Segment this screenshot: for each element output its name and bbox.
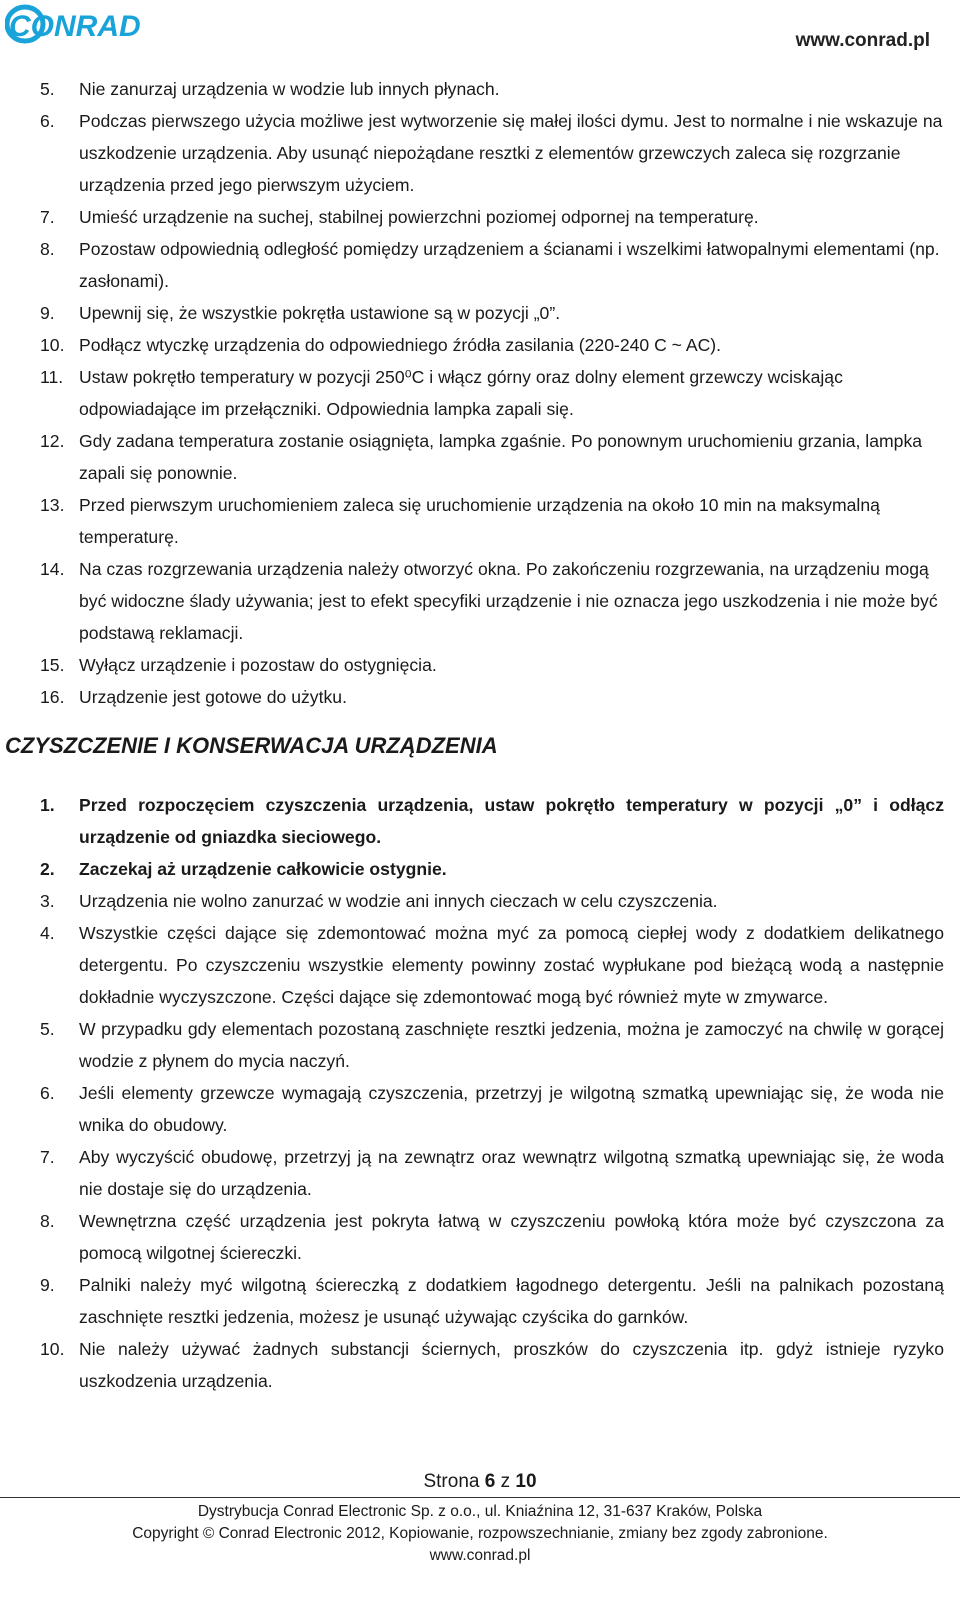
list-item-number: 4. [40,923,55,943]
footer-url: www.conrad.pl [429,1547,531,1564]
list-item-number: 6. [40,111,55,131]
list-item-number: 6. [40,1083,55,1103]
list-item-number: 13. [40,495,65,515]
list-item-number: 12. [40,431,65,451]
list-item-text: Gdy zadana temperatura zostanie osiągnięta, lampka zgaśnie. Po ponownym uruchomieniu grzania, lampka zapali się ponownie. [79,431,923,483]
list-item [0,853,960,885]
list-item-number: 15. [40,655,65,675]
cleaning-list [0,789,960,1397]
list-item [0,789,960,853]
list-item [0,73,960,105]
page-number: Strona 6 z 10 [423,1471,537,1492]
footer-copyright: Copyright © Conrad Electronic 2012, Kopiowanie, rozpowszechnianie, zmiany bez zgody zabronione. [132,1525,828,1542]
list-item [0,233,960,297]
list-item [0,885,960,917]
list-item-number: 14. [40,559,65,579]
list-item-text: Przed pierwszym uruchomieniem zaleca się uruchomienie urządzenia na około 10 min na maksymalną temperaturę. [79,495,880,547]
footer [0,1501,960,1567]
section-heading: CZYSZCZENIE I KONSERWACJA URZĄDZENIA [5,733,498,758]
list-item-text: Aby wyczyścić obudowę, przetrzyj ją na zewnątrz oraz wewnątrz wilgotną szmatką upewniając się, że woda nie dostaje się do urządzenia. [79,1147,944,1199]
list-item-text: Zaczekaj aż urządzenie całkowicie ostygnie. [79,859,447,879]
list-item [0,917,960,1013]
list-item-text: Ustaw pokrętło temperatury w pozycji 250⁰C i włącz górny oraz dolny element grzewczy wciskając odpowiadające im przełączniki. Odpowiednia lampka zapali się. [79,367,843,419]
list-item-text: Nie zanurzaj urządzenia w wodzie lub innych płynach. [79,79,500,99]
list-item-number: 9. [40,303,55,323]
instructions-list [0,73,960,713]
list-item-number: 11. [40,367,64,387]
list-item [0,1013,960,1077]
list-item [0,105,960,201]
list-item-number: 7. [40,207,55,227]
list-item-text: Umieść urządzenie na suchej, stabilnej powierzchni poziomej odpornej na temperaturę. [79,207,759,227]
list-item-number: 5. [40,1019,55,1039]
list-item-text: Wyłącz urządzenie i pozostaw do ostygnięcia. [79,655,437,675]
list-item-number: 2. [40,859,55,879]
list-item-number: 7. [40,1147,55,1167]
list-item [0,329,960,361]
list-item-text: Wewnętrzna część urządzenia jest pokryta łatwą w czyszczeniu powłoką która może być czyszczona za pomocą wilgotnej ściereczki. [79,1211,944,1263]
list-item [0,1141,960,1205]
list-item-text: W przypadku gdy elementach pozostaną zaschnięte resztki jedzenia, można je zamoczyć na chwilę w gorącej wodzie z płynem do mycia naczyń. [79,1019,944,1071]
list-item-number: 16. [40,687,65,707]
list-item-text: Na czas rozgrzewania urządzenia należy otworzyć okna. Po zakończeniu rozgrzewania, na urządzeniu mogą być widoczne ślady używania; jest to efekt specyfiki urządzenie i nie oznacza jego uszkodzenia i nie może być podstawą reklamacji. [79,559,938,643]
list-item [0,649,960,681]
list-item-number: 8. [40,239,55,259]
site-url-header: www.conrad.pl [795,30,930,51]
list-item [0,1333,960,1397]
list-item-text: Palniki należy myć wilgotną ściereczką z dodatkiem łagodnego detergentu. Jeśli na palnikach pozostaną zaschnięte resztki jedzenia, możesz je usunąć używając czyścika do garnków. [79,1275,944,1327]
svg-text:CONRAD: CONRAD [9,10,141,43]
list-item-number: 3. [40,891,55,911]
list-item-text: Upewnij się, że wszystkie pokrętła ustawione są w pozycji „0”. [79,303,561,323]
footer-divider [0,1497,960,1498]
list-item [0,489,960,553]
list-item [0,681,960,713]
list-item-text: Jeśli elementy grzewcze wymagają czyszczenia, przetrzyj je wilgotną szmatką upewniając się, że woda nie wnika do obudowy. [79,1083,944,1135]
list-item-text: Urządzenie jest gotowe do użytku. [79,687,347,707]
list-item [0,553,960,649]
list-item [0,361,960,425]
list-item [0,425,960,489]
list-item-number: 5. [40,79,55,99]
conrad-logo [5,4,160,44]
list-item [0,1077,960,1141]
list-item [0,201,960,233]
list-item-number: 10. [40,1339,65,1359]
list-item-number: 9. [40,1275,55,1295]
list-item [0,297,960,329]
footer-distribution: Dystrybucja Conrad Electronic Sp. z o.o., ul. Kniaźnina 12, 31-637 Kraków, Polska [197,1503,763,1520]
list-item-number: 8. [40,1211,55,1231]
list-item [0,1269,960,1333]
list-item-number: 10. [40,335,65,355]
list-item [0,1205,960,1269]
list-item-text: Pozostaw odpowiednią odległość pomiędzy urządzeniem a ścianami i wszelkimi łatwopalnymi elementami (np. zasłonami). [79,239,940,291]
list-item-text: Podczas pierwszego użycia możliwe jest wytworzenie się małej ilości dymu. Jest to normalne i nie wskazuje na uszkodzenie urządzenia. Aby usunąć niepożądane resztki z elementów grzewczych zaleca się rozgrzanie urządzenia przed jego pierwszym użyciem. [79,111,943,195]
list-item-text: Wszystkie części dające się zdemontować można myć za pomocą ciepłej wody z dodatkiem delikatnego detergentu. Po czyszczeniu wszystkie elementy powinny zostać wypłukane pod bieżącą wodą a następnie dokładnie wyczyszczone. Części dające się zdemontować mogą być również myte w zmywarce. [79,923,944,1007]
list-item-text: Podłącz wtyczkę urządzenia do odpowiedniego źródła zasilania (220-240 C ~ AC). [79,335,722,355]
list-item-text: Nie należy używać żadnych substancji ściernych, proszków do czyszczenia itp. gdyż istnieje ryzyko uszkodzenia urządzenia. [79,1339,944,1391]
list-item-number: 1. [40,795,55,815]
list-item-text: Przed rozpoczęciem czyszczenia urządzenia, ustaw pokrętło temperatury w pozycji „0” i odłącz urządzenie od gniazdka sieciowego. [79,795,944,847]
list-item-text: Urządzenia nie wolno zanurzać w wodzie ani innych cieczach w celu czyszczenia. [79,891,718,911]
